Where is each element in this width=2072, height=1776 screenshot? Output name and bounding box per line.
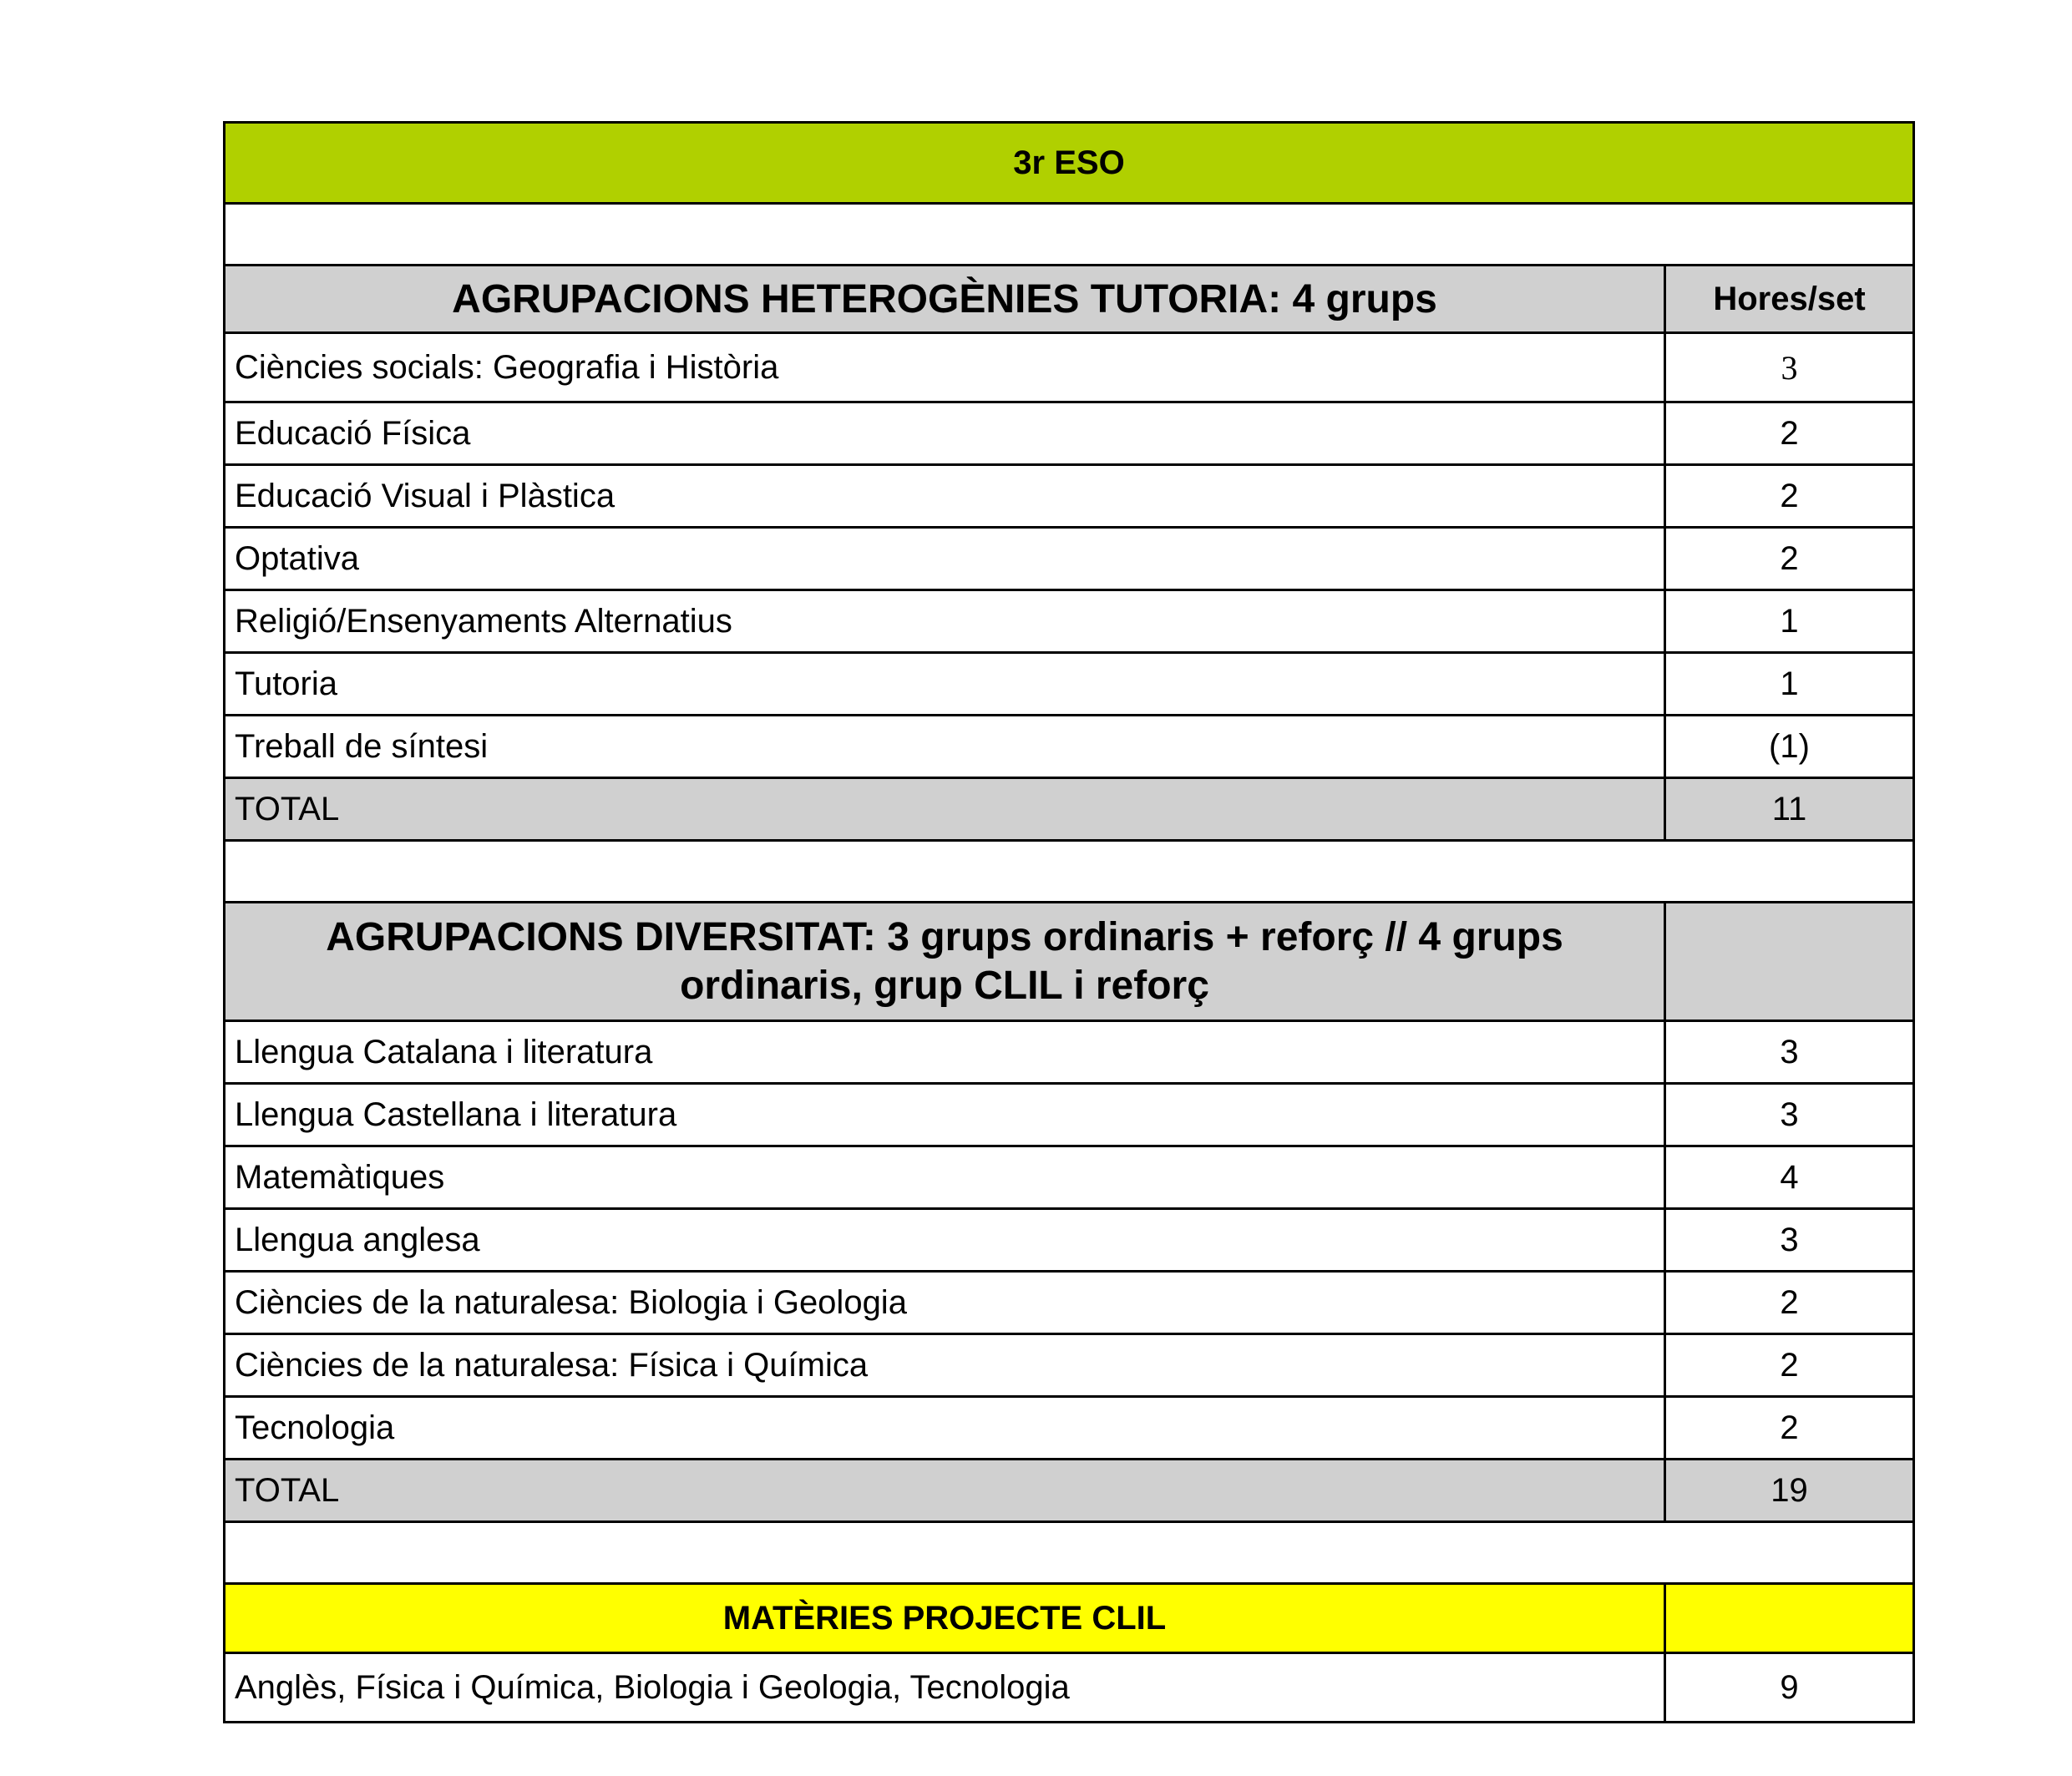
- section-diversitat-header: [225, 903, 1914, 1021]
- hours-cell: 4: [1665, 1146, 1914, 1209]
- hours-column-header: Hores/set: [1665, 266, 1914, 333]
- total-label: TOTAL: [225, 778, 1665, 841]
- section-clil-heading: MATÈRIES PROJECTE CLIL: [225, 1584, 1665, 1653]
- table-row: [225, 716, 1914, 778]
- section-heterogenies-header: [225, 266, 1914, 333]
- subject-cell: Llengua Catalana i literatura: [225, 1021, 1665, 1084]
- table-row: [225, 1653, 1914, 1723]
- table-row: [225, 1209, 1914, 1272]
- hours-cell: 1: [1665, 590, 1914, 653]
- schedule-table: [223, 121, 1915, 1723]
- hours-column-header: [1665, 1584, 1914, 1653]
- table-row: [225, 402, 1914, 465]
- subject-cell: Optativa: [225, 528, 1665, 590]
- total-hours: 11: [1665, 778, 1914, 841]
- hours-cell: 2: [1665, 1272, 1914, 1334]
- hours-cell: 3: [1665, 1209, 1914, 1272]
- table-row: [225, 653, 1914, 716]
- subject-cell: Llengua anglesa: [225, 1209, 1665, 1272]
- hours-cell: 2: [1665, 1397, 1914, 1460]
- table-row: [225, 1021, 1914, 1084]
- table-row: [225, 1146, 1914, 1209]
- total-label: TOTAL: [225, 1460, 1665, 1522]
- spacer-row: [225, 1522, 1914, 1584]
- hours-cell: (1): [1665, 716, 1914, 778]
- table-row: [225, 1397, 1914, 1460]
- subject-cell: Ciències de la naturalesa: Biologia i Geologia: [225, 1272, 1665, 1334]
- subject-cell: Tutoria: [225, 653, 1665, 716]
- hours-cell: 2: [1665, 1334, 1914, 1397]
- hours-cell: 2: [1665, 528, 1914, 590]
- subject-cell: Tecnologia: [225, 1397, 1665, 1460]
- hours-cell: 2: [1665, 465, 1914, 528]
- hours-cell: 1: [1665, 653, 1914, 716]
- subject-cell: Ciències socials: Geografia i Història: [225, 333, 1665, 402]
- hours-cell: 2: [1665, 402, 1914, 465]
- table-row: [225, 1272, 1914, 1334]
- table-row: [225, 333, 1914, 402]
- page-title: 3r ESO: [225, 123, 1914, 204]
- subject-cell: Matemàtiques: [225, 1146, 1665, 1209]
- spacer-row: [225, 841, 1914, 903]
- hours-column-header: [1665, 903, 1914, 1021]
- section-diversitat-heading: AGRUPACIONS DIVERSITAT: 3 grups ordinaris + reforç // 4 grups ordinaris, grup CLIL i reforç: [225, 903, 1665, 1021]
- total-row: [225, 1460, 1914, 1522]
- hours-cell: 3: [1665, 1084, 1914, 1146]
- hours-cell: 3: [1665, 1021, 1914, 1084]
- subject-cell: Educació Física: [225, 402, 1665, 465]
- hours-cell: 3: [1665, 333, 1914, 402]
- hours-cell: 9: [1665, 1653, 1914, 1723]
- total-row: [225, 778, 1914, 841]
- section-heterogenies-heading: AGRUPACIONS HETEROGÈNIES TUTORIA: 4 grups: [225, 266, 1665, 333]
- subject-cell: Llengua Castellana i literatura: [225, 1084, 1665, 1146]
- title-row: [225, 123, 1914, 204]
- table-row: [225, 1334, 1914, 1397]
- table-row: [225, 465, 1914, 528]
- subject-cell: Treball de síntesi: [225, 716, 1665, 778]
- section-clil-header: [225, 1584, 1914, 1653]
- spacer-row: [225, 204, 1914, 266]
- total-hours: 19: [1665, 1460, 1914, 1522]
- subject-cell: Religió/Ensenyaments Alternatius: [225, 590, 1665, 653]
- subject-cell: Ciències de la naturalesa: Física i Química: [225, 1334, 1665, 1397]
- table-row: [225, 528, 1914, 590]
- table-row: [225, 590, 1914, 653]
- subject-cell: Educació Visual i Plàstica: [225, 465, 1665, 528]
- subject-cell: Anglès, Física i Química, Biologia i Geologia, Tecnologia: [225, 1653, 1665, 1723]
- table-row: [225, 1084, 1914, 1146]
